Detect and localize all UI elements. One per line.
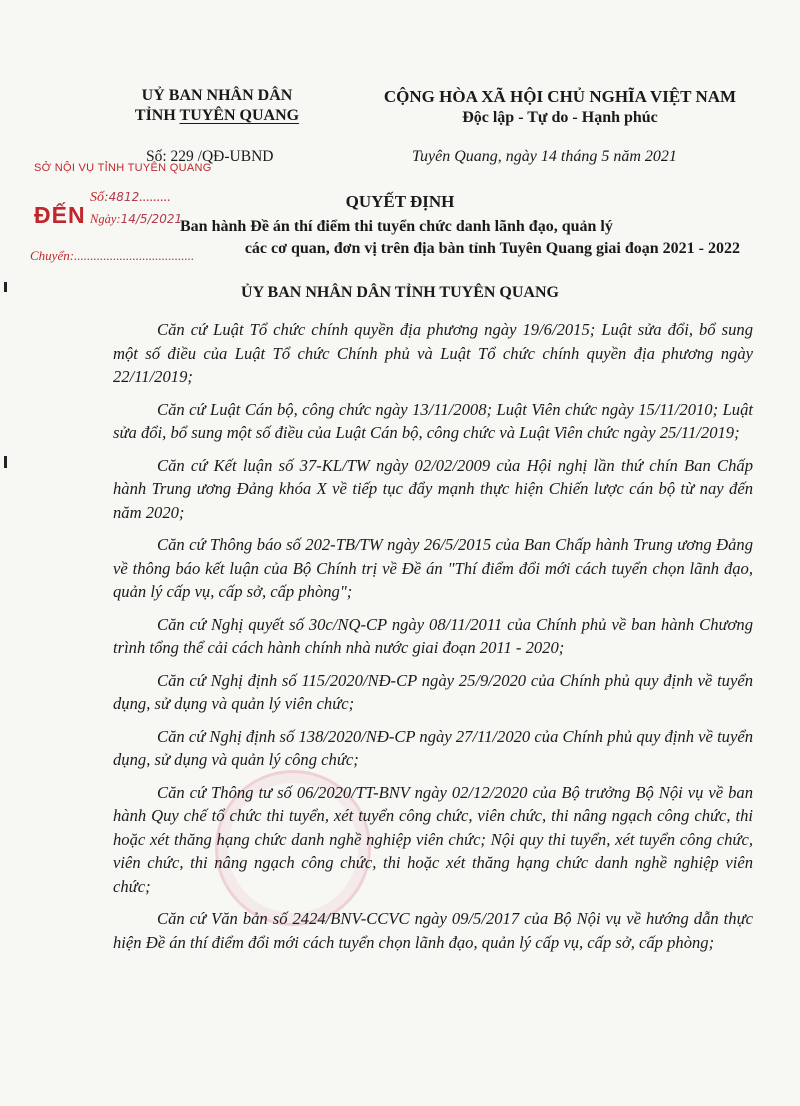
legal-basis-paragraph: Căn cứ Luật Cán bộ, công chức ngày 13/11/2008; Luật Viên chức ngày 15/11/2010; Luật sửa đổi, bổ sung một số điều của Luật Cán bộ, công chức và Luật Viên chức ngày 25/11/2019; xyxy=(113,399,753,442)
stamp-number-value: 4812 xyxy=(108,190,140,204)
legal-basis-paragraph: Căn cứ Nghị định số 115/2020/NĐ-CP ngày 25/9/2020 của Chính phủ quy định về tuyển dụng, sử dụng và quản lý viên chức; xyxy=(113,670,753,713)
subject-line-2: các cơ quan, đơn vị trên địa bàn tỉnh Tuyên Quang giai đoạn 2021 - 2022 xyxy=(244,240,740,257)
org-province-name: TUYÊN QUANG xyxy=(179,107,300,124)
national-header xyxy=(360,86,760,128)
legal-basis-paragraph: Căn cứ Luật Tổ chức chính quyền địa phương ngày 19/6/2015; Luật sửa đổi, bổ sung một số điều của Luật Tổ chức Chính phủ và Luật Tổ chức chính quyền địa phương ngày 22/11/2019; xyxy=(113,320,753,386)
legal-basis-paragraph: Căn cứ Nghị định số 138/2020/NĐ-CP ngày 27/11/2020 của Chính phủ quy định về tuyển dụng, sử dụng và quản lý công chức; xyxy=(113,726,753,769)
stamp-organization: SỞ NỘI VỤ TỈNH TUYÊN QUANG xyxy=(34,162,212,174)
legal-basis-paragraph: Căn cứ Văn bản số 2424/BNV-CCVC ngày 09/5/2017 của Bộ Nội vụ về hướng dẫn thực hiện Đề án thí điểm đổi mới cách tuyển chọn lãnh đạo, quản lý cấp vụ, cấp sở, cấp phòng; xyxy=(113,909,753,952)
nation-name: CỘNG HÒA XÃ HỘI CHỦ NGHĨA VIỆT NAM xyxy=(383,87,737,106)
document-number: Số: 229 /QĐ-UBND xyxy=(146,148,274,165)
stamp-date-value: 14/5/2021 xyxy=(120,212,183,226)
stamp-number: Số:4812......... xyxy=(90,190,171,205)
national-motto: Độc lập - Tự do - Hạnh phúc xyxy=(462,109,658,126)
legal-basis xyxy=(113,318,753,954)
place-and-date: Tuyên Quang, ngày 14 tháng 5 năm 2021 xyxy=(412,148,677,165)
subject-line-1: Ban hành Đề án thí điểm thi tuyển chức danh lãnh đạo, quản lý xyxy=(180,218,613,235)
issuing-organization xyxy=(112,86,322,126)
issuing-authority: ỦY BAN NHÂN DÂN TỈNH TUYÊN QUANG xyxy=(241,284,559,301)
org-line-1: UỶ BAN NHÂN DÂN xyxy=(141,87,293,104)
scan-margin-mark xyxy=(4,282,7,292)
stamp-forward: Chuyển:..................................... xyxy=(30,248,195,263)
legal-basis-paragraph: Căn cứ Thông báo số 202-TB/TW ngày 26/5/2015 của Ban Chấp hành Trung ương Đảng về thông báo kết luận của Bộ Chính trị về Đề án "Thí điểm đổi mới cách tuyển chọn lãnh đạo, quản lý cấp vụ, cấp sở, cấp phòng"; xyxy=(113,535,753,601)
document-type: QUYẾT ĐỊNH xyxy=(345,192,455,211)
stamp-label: ĐẾN xyxy=(34,202,86,228)
scan-margin-mark xyxy=(4,456,7,468)
org-line-2: TỈNH TUYÊN QUANG xyxy=(134,107,300,124)
stamp-date: Ngày:14/5/2021 xyxy=(90,212,183,226)
legal-basis-paragraph: Căn cứ Thông tư số 06/2020/TT-BNV ngày 02/12/2020 của Bộ trưởng Bộ Nội vụ về ban hành Quy chế tổ chức thi tuyển, xét tuyển công chức, viên chức, thi nâng ngạch công chức, thi hoặc xét thăng hạng chức danh nghề nghiệp viên chức; Nội quy thi tuyển, xét tuyển công chức, viên chức, thi nâng ngạch công chức, thi hoặc xét thăng hạng chức danh nghề nghiệp viên chức; xyxy=(113,782,753,896)
legal-basis-paragraph: Căn cứ Nghị quyết số 30c/NQ-CP ngày 08/11/2011 của Chính phủ về ban hành Chương trình tổng thể cải cách hành chính nhà nước giai đoạn 2011 - 2020; xyxy=(113,614,753,657)
legal-basis-paragraph: Căn cứ Kết luận số 37-KL/TW ngày 02/02/2009 của Hội nghị lần thứ chín Ban Chấp hành Trung ương Đảng khóa X về tiếp tục đẩy mạnh thực hiện Chiến lược cán bộ từ nay đến năm 2020; xyxy=(113,455,753,522)
